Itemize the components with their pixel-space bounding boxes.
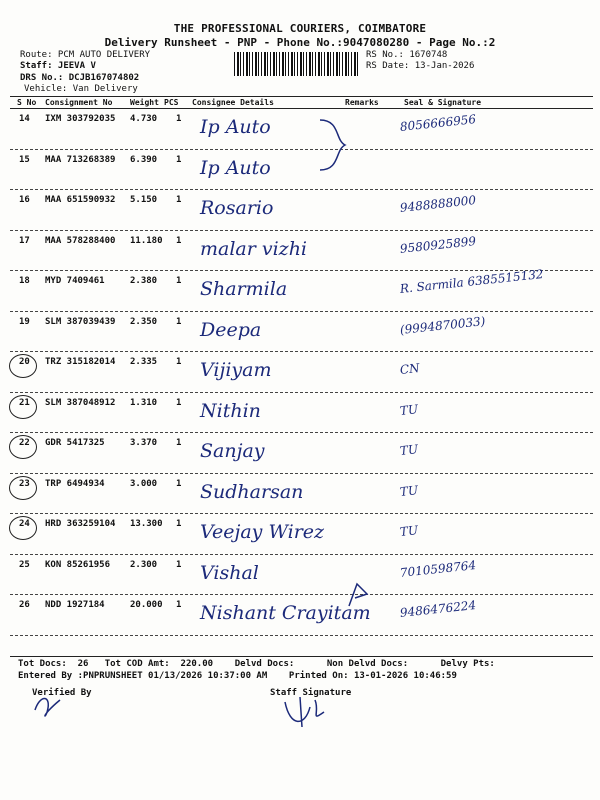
header-top-rule <box>10 96 593 97</box>
row-divider <box>10 513 593 514</box>
row-consignee: Nithin <box>200 399 261 422</box>
row-consignment: SLM 387048912 <box>45 397 116 408</box>
row-sno: 21 <box>19 397 30 408</box>
row-seal: 9488888000 <box>399 193 477 215</box>
row-seal: 7010598764 <box>399 557 477 580</box>
row-sno: 19 <box>19 316 30 327</box>
row-divider <box>10 635 593 636</box>
col-pcs: PCS <box>164 98 179 107</box>
row-pcs: 1 <box>176 519 182 529</box>
staff-signature-label: Staff Signature <box>270 688 352 698</box>
row-consignment: MAA 578288400 <box>45 235 116 246</box>
entered-line: Entered By :PNPRUNSHEET 01/13/2026 10:37:00 AM Printed On: 13-01-2026 10:46:59 <box>18 671 457 681</box>
row-consignment: GDR 5417325 <box>45 438 105 448</box>
row-divider <box>10 189 593 190</box>
row-divider <box>10 149 593 150</box>
row-sno: 14 <box>19 114 30 124</box>
row-weight: 13.300 <box>130 519 163 529</box>
row-consignment: NDD 1927184 <box>45 600 105 610</box>
row-pcs: 1 <box>176 276 182 286</box>
barcode-image <box>234 52 360 76</box>
row-consignee: Vijiyam <box>200 359 272 381</box>
row-circle-mark <box>9 435 37 459</box>
row-divider <box>10 554 593 555</box>
row-pcs: 1 <box>176 357 182 367</box>
row-sno: 18 <box>19 276 30 286</box>
drs-label: DRS No.: DCJB167074802 <box>20 73 140 83</box>
row-consignment: MAA 713268389 <box>45 154 116 165</box>
row-consignment: MYD 7409461 <box>45 276 105 286</box>
row-pcs: 1 <box>176 235 182 246</box>
row-weight: 2.335 <box>130 357 158 367</box>
row-circle-mark <box>9 516 37 540</box>
row-weight: 20.000 <box>130 600 163 610</box>
row-weight: 1.310 <box>130 397 158 408</box>
row-sno: 15 <box>19 154 30 165</box>
company-title: THE PROFESSIONAL COURIERS, COIMBATORE <box>173 22 427 35</box>
row-seal: 9580925899 <box>399 233 477 256</box>
row-seal: TU <box>399 442 419 458</box>
row-weight: 5.150 <box>130 195 158 205</box>
runsheet-subtitle: Delivery Runsheet - PNP - Phone No.:9047080280 - Page No.:2 <box>104 36 496 49</box>
col-seal: Seal & Signature <box>404 98 482 107</box>
row25-mark <box>345 580 375 610</box>
row-consignee: Nishant Crayitam <box>200 602 371 624</box>
row-consignee: Rosario <box>200 197 274 219</box>
row-consignment: SLM 387039439 <box>45 316 116 327</box>
row-pcs: 1 <box>176 559 182 570</box>
row-pcs: 1 <box>176 397 182 408</box>
row-pcs: 1 <box>176 316 182 327</box>
row-sno: 24 <box>19 519 30 529</box>
row-weight: 2.350 <box>130 316 158 327</box>
rs-number: RS No.: 1670748 <box>366 50 448 60</box>
row-sno: 25 <box>19 559 30 570</box>
row-consignee: malar vizhi <box>200 237 308 260</box>
row-consignee: Veejay Wirez <box>200 521 325 543</box>
verified-by-label: Verified By <box>32 688 92 698</box>
row-divider <box>10 432 593 433</box>
row-pcs: 1 <box>176 438 182 448</box>
row-circle-mark <box>9 395 37 419</box>
row-seal: TU <box>399 401 419 418</box>
row-consignee: Sharmila <box>200 278 288 300</box>
row-consignment: HRD 363259104 <box>45 519 116 529</box>
row-sno: 17 <box>19 235 30 246</box>
row-sno: 20 <box>19 357 30 367</box>
row-consignment: MAA 651590932 <box>45 195 116 205</box>
row-divider <box>10 351 593 352</box>
vehicle-label: Vehicle: Van Delivery <box>24 84 138 94</box>
row-weight: 11.180 <box>130 235 163 246</box>
row-seal: CN <box>399 360 421 377</box>
row-weight: 6.390 <box>130 154 158 165</box>
row-divider <box>10 594 593 595</box>
row-seal: R. Sarmila 6385515132 <box>399 266 545 296</box>
row-pcs: 1 <box>176 478 182 489</box>
staff-label: Staff: JEEVA V <box>20 61 96 71</box>
row-seal: 9486476224 <box>399 598 477 620</box>
row-divider <box>10 311 593 312</box>
row-weight: 3.370 <box>130 438 158 448</box>
row-weight: 2.300 <box>130 559 158 570</box>
row-pcs: 1 <box>176 154 182 165</box>
row-circle-mark <box>9 354 37 378</box>
row-consignment: KON 85261956 <box>45 559 111 570</box>
row-pcs: 1 <box>176 600 182 610</box>
col-consignment: Consignment No <box>45 98 113 107</box>
row-divider <box>10 473 593 474</box>
row-sno: 22 <box>19 438 30 448</box>
verified-signature-mark <box>30 690 70 720</box>
row-sno: 26 <box>19 600 30 610</box>
row-consignee: Ip Auto <box>200 156 271 179</box>
col-remarks: Remarks <box>345 98 379 107</box>
col-weight: Weight <box>130 98 159 107</box>
totals-line: Tot Docs: 26 Tot COD Amt: 220.00 Delvd Docs: Non Delvd Docs: Delvy Pts: <box>18 659 495 669</box>
row-consignment: IXM 303792035 <box>45 114 116 124</box>
row-pcs: 1 <box>176 195 182 205</box>
row-weight: 3.000 <box>130 478 158 489</box>
row-divider <box>10 230 593 231</box>
row-weight: 4.730 <box>130 114 158 124</box>
row-weight: 2.380 <box>130 276 158 286</box>
footer-rule <box>10 656 593 657</box>
row-seal: TU <box>399 482 419 499</box>
row-seal: (9994870033) <box>399 313 486 337</box>
col-consignee: Consignee Details <box>192 98 274 107</box>
col-sno: S No <box>17 98 37 107</box>
row-pcs: 1 <box>176 114 182 124</box>
row-consignee: Ip Auto <box>200 116 271 138</box>
bracket-mark <box>315 115 355 175</box>
row-consignee: Vishal <box>200 561 259 584</box>
row-consignee: Deepa <box>200 318 262 341</box>
row-consignee: Sanjay <box>200 440 265 462</box>
row-sno: 23 <box>19 478 30 489</box>
row-consignment: TRP 6494934 <box>45 478 105 489</box>
rs-date: RS Date: 13-Jan-2026 <box>366 61 475 71</box>
row-sno: 16 <box>19 195 30 205</box>
header-bottom-rule <box>10 108 593 109</box>
row-seal: 8056666956 <box>399 112 477 134</box>
row-circle-mark <box>9 476 37 500</box>
row-seal: TU <box>399 523 419 539</box>
staff-signature-mark <box>280 692 330 732</box>
row-divider <box>10 392 593 393</box>
row-consignee: Sudharsan <box>200 480 304 503</box>
route-label: Route: PCM AUTO DELIVERY <box>20 50 151 60</box>
row-consignment: TRZ 315182014 <box>45 357 116 367</box>
